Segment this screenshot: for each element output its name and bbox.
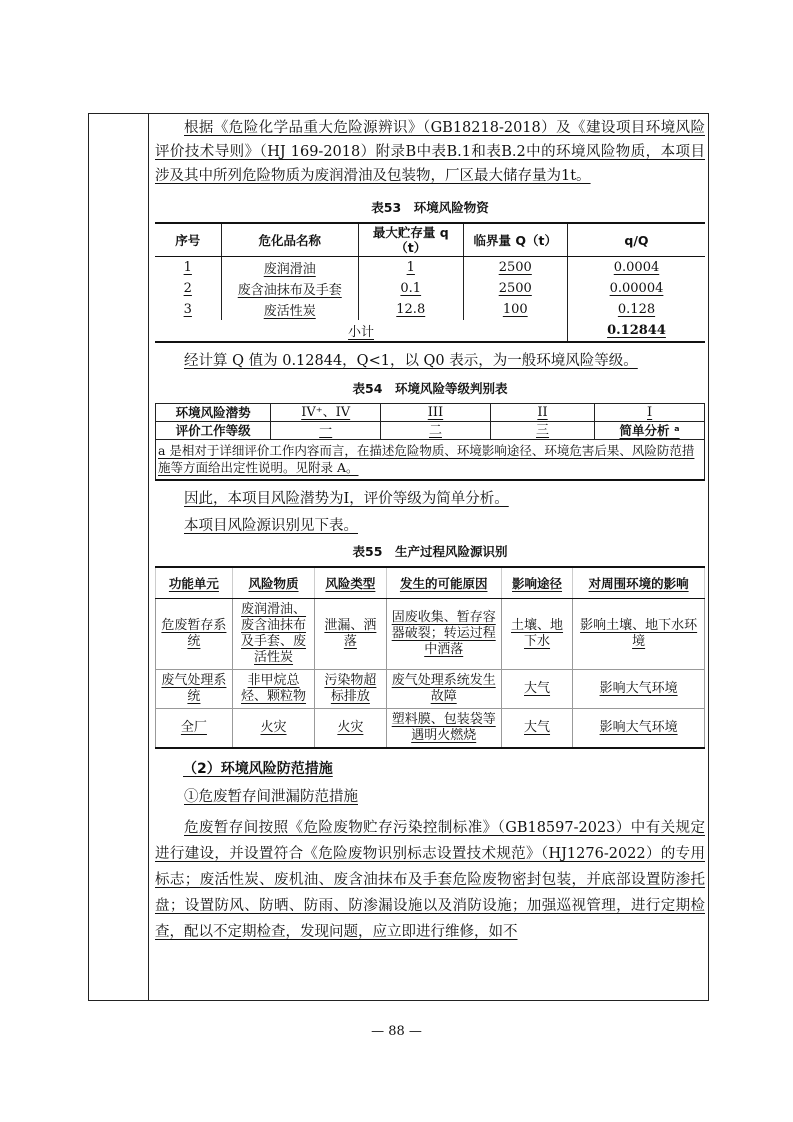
table-cell: 固废收集、暂存容器破裂；转运过程中洒落 xyxy=(386,599,501,670)
table-cell: 2500 xyxy=(463,257,568,279)
document-frame xyxy=(88,113,709,1001)
table-cell: 废含油抹布及手套 xyxy=(221,278,359,299)
table-cell: 废活性炭 xyxy=(221,299,359,320)
table-cell: 简单分析 ᵃ xyxy=(595,422,705,440)
table-cell: 火灾 xyxy=(315,709,386,749)
table-cell: IV⁺、IV xyxy=(271,404,381,422)
table-row xyxy=(156,670,705,709)
table-cell: III xyxy=(381,404,491,422)
table-cell: 非甲烷总烃、颗粒物 xyxy=(232,670,314,709)
table-cell: 废润滑油、废含油抹布及手套、废活性炭 xyxy=(232,599,314,670)
table53-caption: 表53 环境风险物资 xyxy=(371,200,489,215)
table-cell: 土壤、地下水 xyxy=(501,599,572,670)
table-cell: 危废暂存系统 xyxy=(156,599,233,670)
table-row xyxy=(156,404,705,422)
table-cell: II xyxy=(490,404,594,422)
table-cell: 2500 xyxy=(463,278,568,299)
table-cell: 废气处理系统 xyxy=(156,670,233,709)
table-cell: 三 xyxy=(490,422,594,440)
table-header-row xyxy=(155,223,705,257)
table-header: 序号 xyxy=(155,223,221,257)
table-cell: 影响大气环境 xyxy=(573,670,705,709)
table-cell: 2 xyxy=(183,281,192,296)
table-cell: 二 xyxy=(381,422,491,440)
table-cell: 废气处理系统发生故障 xyxy=(386,670,501,709)
table-header: 功能单元 xyxy=(156,567,233,599)
q-result-paragraph: 经计算 Q 值为 0.12844，Q<1，以 Q0 表示，为一般环境风险等级。 xyxy=(184,353,638,369)
table-cell: 1 xyxy=(359,257,464,279)
table-cell: 影响土壤、地下水环境 xyxy=(573,599,705,670)
row-label: 环境风险潜势 xyxy=(156,404,271,422)
table-cell: 0.1 xyxy=(359,278,464,299)
table-cell: 大气 xyxy=(501,709,572,749)
page-number: — 88 — xyxy=(371,1024,422,1039)
left-column xyxy=(89,114,149,1000)
table-cell: 全厂 xyxy=(156,709,233,749)
table-cell: 一 xyxy=(271,422,381,440)
measure1-body: 危废暂存间按照《危险废物贮存污染控制标准》（GB18597-2023）中有关规定进行建设，并设置符合《危险废物识别标志设置技术规范》（HJ1276-2022）的专用标志；废活性炭、废机油、废含油抹布及手套危险废物密封包装，并底部设置防渗托盘；设置防风、防晒、防雨、防渗漏设施以及消防设施；加强巡视管理，进行定期检查，配以不定期检查，发现问题，应立即进行维修，如不 xyxy=(155,820,705,940)
table-cell: 污染物超标排放 xyxy=(315,670,386,709)
table-cell: 火灾 xyxy=(232,709,314,749)
see-table-paragraph: 本项目风险源识别见下表。 xyxy=(184,518,358,534)
table-row xyxy=(156,709,705,749)
table-header: 影响途径 xyxy=(501,567,572,599)
table-cell: 100 xyxy=(463,299,568,320)
table-row xyxy=(156,422,705,440)
table-note: a 是相对于详细评价工作内容而言，在描述危险物质、环境影响途径、环境危害后果、风险防范措施等方面给出定性说明。见附录 A。 xyxy=(156,440,705,481)
table55 xyxy=(155,566,705,749)
table-header: 临界量 Q（t） xyxy=(463,223,568,257)
total-label: 小计 xyxy=(155,320,568,342)
table-cell: 0.0004 xyxy=(568,257,706,279)
table-header-row xyxy=(156,567,705,599)
table54-caption: 表54 环境风险等级判别表 xyxy=(352,381,508,396)
table-header: 最大贮存量 q（t） xyxy=(359,223,464,257)
table-total-row xyxy=(155,320,705,342)
table-cell: 3 xyxy=(183,302,192,317)
table-cell: 泄漏、洒落 xyxy=(315,599,386,670)
table-cell: 0.00004 xyxy=(568,278,706,299)
table-row xyxy=(155,278,705,299)
table-row xyxy=(156,599,705,670)
table-cell: 大气 xyxy=(501,670,572,709)
potential-paragraph: 因此，本项目风险潜势为I，评价等级为简单分析。 xyxy=(184,491,509,507)
measure1-title: ①危废暂存间泄漏防范措施 xyxy=(184,789,358,805)
table-cell: 影响大气环境 xyxy=(573,709,705,749)
table-note-row xyxy=(156,440,705,481)
row-label: 评价工作等级 xyxy=(156,422,271,440)
table-header: q/Q xyxy=(568,223,706,257)
table-header: 发生的可能原因 xyxy=(386,567,501,599)
table-cell: I xyxy=(595,404,705,422)
table-cell: 塑料膜、包装袋等遇明火燃烧 xyxy=(386,709,501,749)
table-row xyxy=(155,257,705,279)
total-value: 0.12844 xyxy=(568,320,706,342)
table-row xyxy=(155,299,705,320)
table-header: 对周围环境的影响 xyxy=(573,567,705,599)
measures-heading: （2）环境风险防范措施 xyxy=(183,761,333,777)
table-header: 风险物质 xyxy=(232,567,314,599)
content-cell xyxy=(155,114,705,945)
table-cell: 废润滑油 xyxy=(221,257,359,279)
intro-paragraph: 根据《危险化学品重大危险源辨识》（GB18218-2018）及《建设项目环境风险评价技术导则》（HJ 169-2018）附录B中表B.1和表B.2中的环境风险物质，本项目涉及其中所列危险物质为废润滑油及包装物，厂区最大储存量为1t。 xyxy=(155,120,705,184)
table55-caption: 表55 生产过程风险源识别 xyxy=(352,544,508,559)
table53 xyxy=(155,222,705,343)
table-header: 危化品名称 xyxy=(221,223,359,257)
table-cell: 0.128 xyxy=(568,299,706,320)
table-cell: 12.8 xyxy=(359,299,464,320)
table-header: 风险类型 xyxy=(315,567,386,599)
table54 xyxy=(155,403,705,481)
table-cell: 1 xyxy=(183,260,192,275)
